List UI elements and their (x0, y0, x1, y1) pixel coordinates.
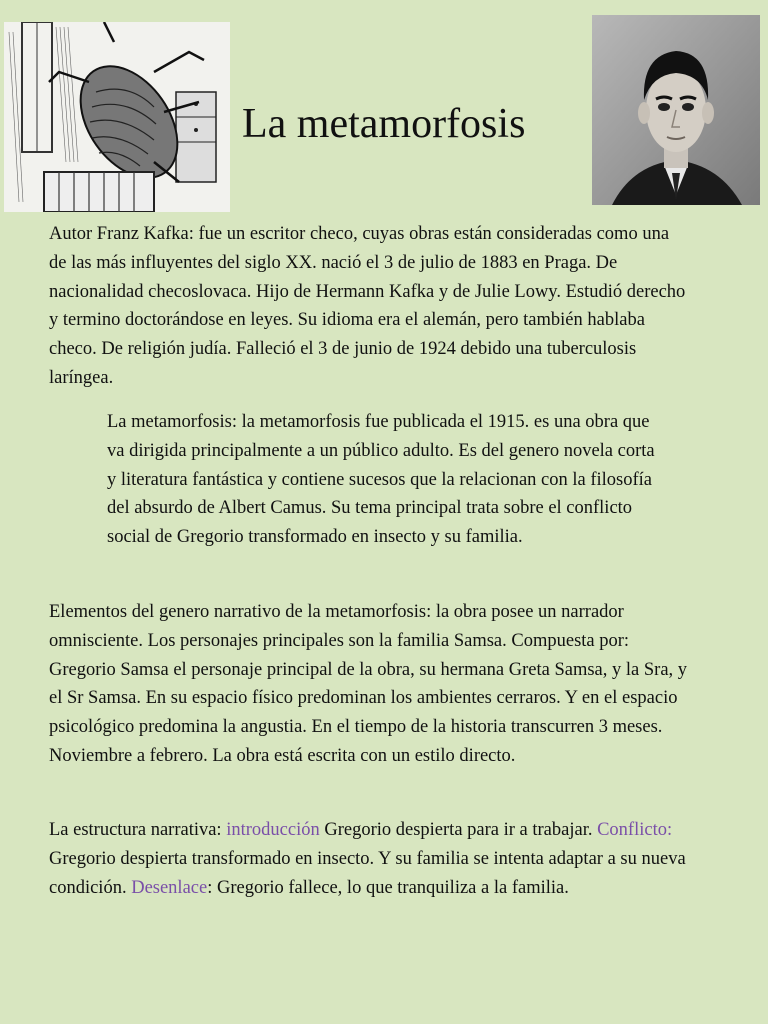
conflict-text: Gregorio despierta transformado en insecto. Y su familia se intenta adaptar a su nueva condición. (49, 848, 686, 898)
structure-intro-prefix: La estructura narrativa: (49, 820, 227, 840)
author-paragraph: Autor Franz Kafka: fue un escritor checo, cuyas obras están consideradas como una de las más influyentes del siglo XX. nació el 3 de julio de 1883 en Praga. De nacionalidad checoslovaca. Hijo de Hermann Kafka y de Julie Lowy. Estudió derecho y termino doctorándose en leyes. Su idioma era el alemán, pero también hablaba checo. De religión judía. Falleció el 3 de junio de 1924 debido una tuberculosis laríngea. (49, 224, 686, 388)
beetle-illustration (4, 22, 230, 212)
ending-text: : Gregorio fallece, lo que tranquiliza a la familia. (207, 877, 569, 898)
ending-label: Desenlace (131, 877, 208, 898)
introduction-text: Gregorio despierta para ir a trabajar. (319, 820, 598, 840)
structure-paragraph (49, 816, 689, 902)
elements-paragraph: Elementos del genero narrativo de la metamorfosis: la obra posee un narrador omnisciente. Los personajes principales son la familia Samsa. Compuesta por: Gregorio Samsa el personaje principal de la obra, su hermana Greta Samsa, y la Sra, y el Sr Samsa. En su espacio físico predominan los ambientes cerraros. Y en el espacio psicológico predomina la angustia. En el tiempo de la historia transcurren 3 meses. Noviembre a febrero. La obra está escrita con un estilo directo. (49, 602, 688, 766)
page-title: La metamorfosis (242, 101, 526, 147)
conflict-label: Conflicto: (597, 820, 673, 840)
kafka-portrait (592, 15, 760, 205)
introduction-label: introducción (226, 820, 320, 840)
work-paragraph: La metamorfosis: la metamorfosis fue publicada el 1915. es una obra que va dirigida principalmente a un público adulto. Es del genero novela corta y literatura fantástica y contiene sucesos que la relacionan con la filosofía del absurdo de Albert Camus. Su tema principal trata sobre el conflicto social de Gregorio transformado en insecto y su familia. (107, 412, 655, 548)
